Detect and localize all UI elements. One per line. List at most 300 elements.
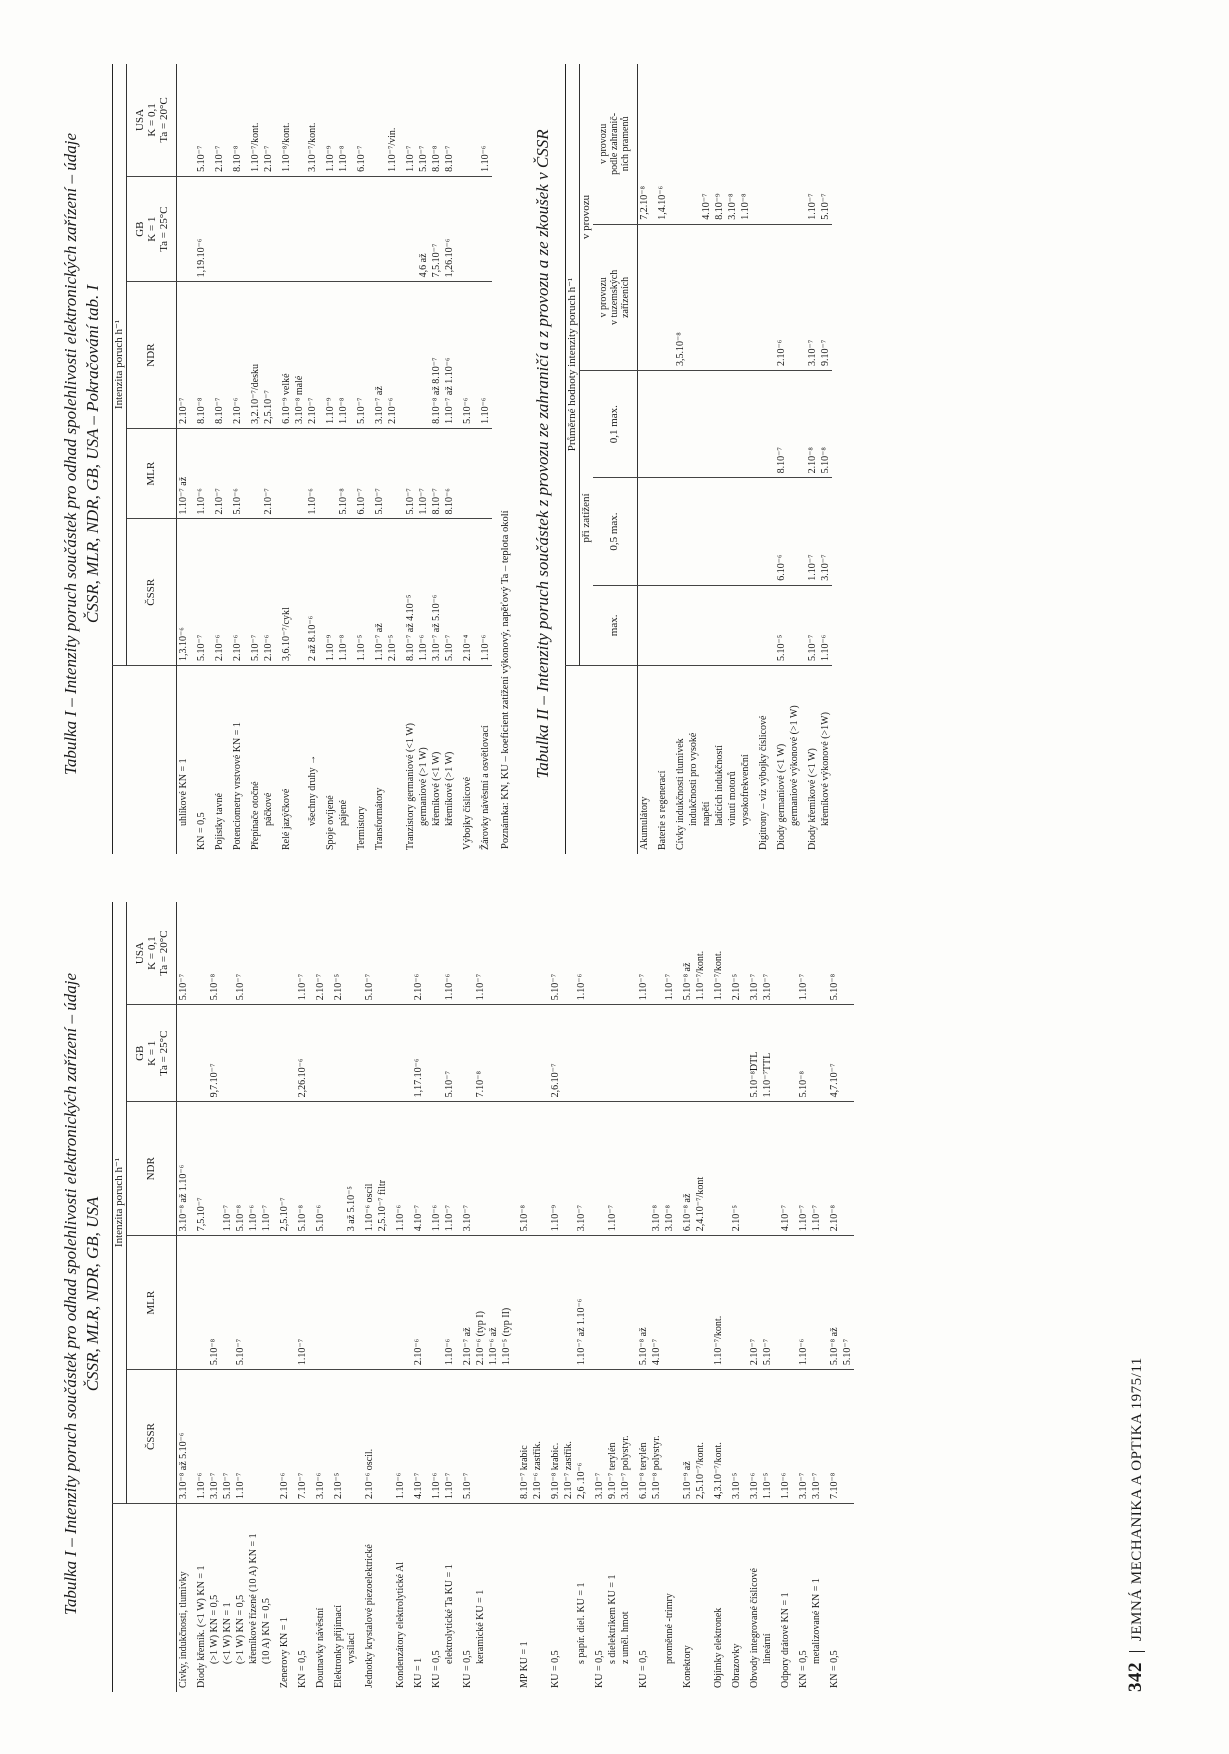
cell-value bbox=[663, 1370, 676, 1504]
row-label: KN = 0,5 bbox=[196, 812, 207, 850]
row-label: KN = 0,5 bbox=[798, 1650, 809, 1688]
cell-value bbox=[350, 176, 368, 281]
row-label: uhlíkové KN = 1 bbox=[178, 758, 189, 826]
cell-value bbox=[669, 64, 687, 224]
row-label: elektrolytické Ta KU = 1 bbox=[444, 1564, 455, 1664]
cell-value: 2.10⁻⁷ bbox=[208, 428, 226, 519]
row-label: pájené bbox=[338, 799, 349, 826]
cell-value bbox=[337, 176, 350, 281]
cell-value bbox=[234, 1005, 247, 1102]
cell-value bbox=[788, 370, 801, 477]
cell-value: 3.10⁻⁷ bbox=[801, 224, 819, 370]
row-label: Obrazovky bbox=[731, 1643, 742, 1688]
cell-value: 3,2.10⁻⁷/desku bbox=[244, 282, 262, 429]
page-footer bbox=[1125, 1357, 1147, 1692]
cell-value: 3.10⁻⁸ bbox=[663, 1102, 676, 1236]
table-row bbox=[819, 64, 832, 854]
cell-value: 2.10⁻⁶ bbox=[407, 1236, 425, 1370]
table2-col-max: max. bbox=[593, 585, 637, 665]
cell-value bbox=[788, 224, 801, 370]
row-label: KN = 0,5 bbox=[829, 1650, 840, 1688]
cell-value bbox=[770, 64, 788, 224]
table-row bbox=[588, 902, 606, 1692]
row-label: Zenerovy KN = 1 bbox=[279, 1617, 290, 1688]
cell-value bbox=[273, 1236, 291, 1370]
cell-value: 5.10⁻⁷ bbox=[443, 519, 456, 666]
cell-value: 5.10⁻⁷ bbox=[761, 1236, 774, 1370]
table-row bbox=[247, 902, 260, 1692]
row-label: Cívky, indukčnosti, tlumivky bbox=[178, 1571, 189, 1688]
cell-value bbox=[726, 478, 739, 585]
cell-value bbox=[376, 902, 389, 1005]
cell-value bbox=[700, 478, 713, 585]
table-row bbox=[275, 64, 293, 854]
cell-value: 2.10⁻⁷ bbox=[208, 64, 226, 176]
cell-value: 2.10⁻⁶ bbox=[770, 224, 788, 370]
cell-value: 1.10⁻⁷TTL bbox=[761, 1005, 774, 1102]
cell-value bbox=[694, 1236, 707, 1370]
cell-value bbox=[417, 282, 430, 429]
cell-value bbox=[319, 428, 337, 519]
cell-value bbox=[810, 1005, 823, 1102]
row-label: lineární bbox=[762, 1633, 773, 1664]
cell-value bbox=[700, 370, 713, 477]
table-row bbox=[389, 902, 407, 1692]
row-label: (10 A) KN = 0,5 bbox=[261, 1598, 272, 1664]
cell-value bbox=[739, 370, 752, 477]
cell-value bbox=[810, 902, 823, 1005]
table1b-group-header: Intenzita poruch h⁻¹ bbox=[113, 64, 127, 666]
table2-group-header: Průměrné hodnoty intenzity poruch h⁻¹ bbox=[566, 64, 580, 666]
cell-value: 2.10⁻⁶ bbox=[273, 1370, 291, 1504]
table-row bbox=[801, 64, 819, 854]
cell-value bbox=[726, 370, 739, 477]
cell-value bbox=[788, 64, 801, 224]
row-label: Spoje ovíjené bbox=[325, 795, 336, 850]
table1-col-gb: GB K = 1 Ta = 25°C bbox=[127, 1005, 177, 1102]
table-row bbox=[319, 64, 337, 854]
table2-col-domestic: v provozu v tuzemských zařízeních bbox=[593, 224, 637, 370]
cell-value bbox=[707, 1005, 725, 1102]
row-label: KU = 0,5 bbox=[594, 1650, 605, 1688]
row-label: napětí bbox=[700, 801, 712, 826]
row-label: Doutnavky návěstní bbox=[315, 1607, 326, 1688]
cell-value: 7,2.10⁻⁸ bbox=[637, 64, 651, 224]
cell-value bbox=[327, 1236, 345, 1370]
row-label bbox=[841, 1504, 854, 1693]
row-label: z uměl. hmot bbox=[620, 1611, 631, 1664]
table2-sub-load: při zatížení bbox=[580, 370, 594, 665]
cell-value: 1.10⁻⁷ bbox=[632, 902, 650, 1005]
row-label: (>1 W) KN = 0,5 bbox=[209, 1594, 220, 1664]
cell-value: 1,26.10⁻⁶ bbox=[443, 176, 456, 281]
cell-value: 1.10⁻⁶ bbox=[247, 1102, 260, 1236]
cell-value: 7,5.10⁻⁷ bbox=[190, 1102, 208, 1236]
cell-value: 2.10⁻⁶ oscil. bbox=[358, 1370, 376, 1504]
cell-value bbox=[500, 1005, 513, 1102]
cell-value bbox=[425, 1236, 443, 1370]
cell-value bbox=[739, 478, 752, 585]
table1b-col-cssr: ČSSR bbox=[127, 519, 177, 666]
table-row bbox=[651, 64, 669, 854]
cell-value: 1.10⁻⁷ bbox=[417, 428, 430, 519]
table-row bbox=[487, 902, 500, 1692]
cell-value bbox=[513, 1236, 531, 1370]
row-label bbox=[293, 666, 306, 855]
row-label: Žárovky návěstní a osvětlovací bbox=[480, 725, 491, 850]
table-row bbox=[694, 902, 707, 1692]
table-row bbox=[221, 902, 234, 1692]
cell-value: 3.10⁻⁷ bbox=[761, 902, 774, 1005]
cell-value: 5.10⁻⁷ bbox=[350, 282, 368, 429]
cell-value: 2.10⁻⁸ bbox=[823, 1102, 841, 1236]
cell-value bbox=[368, 176, 386, 281]
cell-value bbox=[487, 902, 500, 1005]
cell-value: 5.10⁻⁷ bbox=[417, 64, 430, 176]
cell-value: 3.10⁻⁷ bbox=[792, 1370, 810, 1504]
cell-value: 3,6.10⁻⁷/cykl bbox=[275, 519, 293, 666]
cell-value: 8.10⁻⁷ bbox=[208, 282, 226, 429]
table-row bbox=[386, 64, 399, 854]
cell-value: 1.10⁻⁹ bbox=[319, 64, 337, 176]
cell-value bbox=[309, 1236, 327, 1370]
table-row bbox=[177, 902, 191, 1692]
cell-value bbox=[788, 585, 801, 665]
table-row bbox=[456, 64, 474, 854]
table-row bbox=[474, 64, 492, 854]
cell-value: 1.10⁻⁶ bbox=[474, 282, 492, 429]
row-label: KU = 0,5 bbox=[431, 1650, 442, 1688]
table-row bbox=[327, 902, 345, 1692]
cell-value bbox=[399, 176, 417, 281]
cell-value: 1.10⁻⁶ bbox=[774, 1370, 792, 1504]
row-label bbox=[650, 1504, 663, 1693]
cell-value bbox=[637, 224, 651, 370]
cell-value: 3.10⁻⁷ bbox=[810, 1370, 823, 1504]
cell-value bbox=[247, 1005, 260, 1102]
cell-value: 1.10⁻⁸ bbox=[739, 64, 752, 224]
cell-value: 1,3.10⁻⁶ bbox=[177, 519, 191, 666]
row-label: Konektory bbox=[682, 1645, 693, 1688]
cell-value bbox=[345, 902, 358, 1005]
cell-value: 2.10⁻⁷ bbox=[262, 64, 275, 176]
cell-value bbox=[669, 478, 687, 585]
row-label: KU = 1 bbox=[413, 1657, 424, 1688]
table-row bbox=[743, 902, 761, 1692]
row-label: Obvody integrované číslicové bbox=[749, 1568, 760, 1688]
cell-value bbox=[190, 1005, 208, 1102]
cell-value: 5.10⁻⁹ až bbox=[676, 1370, 694, 1504]
cell-value bbox=[247, 1236, 260, 1370]
cell-value bbox=[752, 478, 770, 585]
cell-value: 2,5.10⁻⁷/kont. bbox=[694, 1370, 707, 1504]
cell-value bbox=[841, 1370, 854, 1504]
cell-value bbox=[544, 1236, 562, 1370]
table1-caption-line1: Tabulka I – Intenzity poruch součástek pro odhad spolehlivosti elektronických zařízení – údaje bbox=[61, 972, 80, 1616]
cell-value bbox=[389, 1236, 407, 1370]
cell-value bbox=[562, 902, 575, 1005]
cell-value bbox=[637, 478, 651, 585]
cell-value bbox=[810, 1236, 823, 1370]
cell-value bbox=[513, 1005, 531, 1102]
cell-value bbox=[221, 902, 234, 1005]
cell-value bbox=[841, 1005, 854, 1102]
cell-value bbox=[619, 1005, 632, 1102]
cell-value bbox=[386, 176, 399, 281]
cell-value: 3.10⁻⁷ bbox=[588, 1370, 606, 1504]
cell-value bbox=[774, 902, 792, 1005]
cell-value bbox=[260, 1005, 273, 1102]
cell-value: 7.10⁻⁸ bbox=[823, 1370, 841, 1504]
table-row bbox=[823, 902, 841, 1692]
cell-value bbox=[663, 1236, 676, 1370]
cell-value: 2,4.10⁻⁷/kont bbox=[694, 1102, 707, 1236]
cell-value: 5.10⁻⁷ bbox=[841, 1236, 854, 1370]
table-row bbox=[788, 64, 801, 854]
cell-value bbox=[687, 224, 700, 370]
cell-value: 2,6 .10⁻⁶ bbox=[575, 1370, 588, 1504]
table1-caption-line2: ČSSR, MLR, NDR, GB, USA bbox=[83, 1196, 102, 1392]
cell-value: 1.10⁻⁶ bbox=[474, 519, 492, 666]
table-row bbox=[262, 64, 275, 854]
cell-value bbox=[726, 585, 739, 665]
cell-value: 1.10⁻⁶ bbox=[190, 1370, 208, 1504]
cell-value: 2.10⁻⁷ až bbox=[456, 1236, 474, 1370]
cell-value bbox=[588, 1102, 606, 1236]
cell-value bbox=[247, 1370, 260, 1504]
cell-value: 1.10⁻⁶ bbox=[443, 902, 456, 1005]
row-label: metalizované KN = 1 bbox=[811, 1578, 822, 1664]
cell-value bbox=[700, 224, 713, 370]
cell-value: 1.10⁻⁷ až 1.10⁻⁶ bbox=[443, 282, 456, 429]
cell-value bbox=[651, 585, 669, 665]
table-row bbox=[544, 902, 562, 1692]
row-label: Diody křemíkové (<1 W) bbox=[806, 748, 818, 850]
cell-value bbox=[487, 1370, 500, 1504]
cell-value bbox=[713, 370, 726, 477]
table1b-col-mlr: MLR bbox=[127, 428, 177, 519]
cell-value bbox=[309, 1005, 327, 1102]
cell-value: 5.10⁻⁸ až bbox=[823, 1236, 841, 1370]
cell-value bbox=[474, 1102, 487, 1236]
table-row bbox=[531, 902, 544, 1692]
cell-value: 1,17.10⁻⁶ bbox=[407, 1005, 425, 1102]
table1-col-ndr: NDR bbox=[127, 1102, 177, 1236]
cell-value bbox=[177, 176, 191, 281]
row-label: Termistory bbox=[356, 806, 367, 850]
cell-value: 7.10⁻⁸ bbox=[474, 1005, 487, 1102]
row-label: ladících indukčností bbox=[713, 745, 725, 826]
table-row bbox=[792, 902, 810, 1692]
cell-value bbox=[319, 176, 337, 281]
cell-value: 1.10⁻⁶ bbox=[306, 428, 319, 519]
table-row bbox=[500, 902, 513, 1692]
cell-value: 1.10⁻⁷ bbox=[801, 64, 819, 224]
cell-value: 2.10⁻⁵ bbox=[327, 1370, 345, 1504]
cell-value bbox=[456, 902, 474, 1005]
row-label: páčkové bbox=[263, 792, 274, 826]
cell-value bbox=[606, 1236, 619, 1370]
cell-value bbox=[190, 902, 208, 1005]
cell-value bbox=[273, 1005, 291, 1102]
cell-value: 1.10⁻⁶ oscil bbox=[358, 1102, 376, 1236]
cell-value: 1.10⁻⁷ až bbox=[177, 428, 191, 519]
table-row bbox=[650, 902, 663, 1692]
row-label: vysokofrekvenční bbox=[739, 754, 751, 826]
cell-value: 7.10⁻⁷ bbox=[291, 1370, 309, 1504]
table1b-caption-line2: ČSSR, MLR, NDR, GB, USA – Pokračování tab. I bbox=[83, 284, 102, 624]
cell-value bbox=[389, 902, 407, 1005]
cell-value bbox=[531, 1236, 544, 1370]
cell-value: 8.10⁻⁷ krabic bbox=[513, 1370, 531, 1504]
cell-value bbox=[456, 64, 474, 176]
table-row bbox=[770, 64, 788, 854]
cell-value: 5.10⁻⁷ bbox=[443, 1005, 456, 1102]
cell-value bbox=[275, 176, 293, 281]
table1-col-usa: USA K = 0,1 Ta = 20°C bbox=[127, 902, 177, 1005]
table2-col-tenth: 0,1 max. bbox=[593, 370, 637, 477]
cell-value bbox=[743, 1102, 761, 1236]
cell-value bbox=[669, 370, 687, 477]
cell-value: 2.10⁻⁶ bbox=[386, 282, 399, 429]
table-row bbox=[726, 64, 739, 854]
table1-col-cssr: ČSSR bbox=[127, 1370, 177, 1504]
cell-value: 1.10⁻⁷ bbox=[443, 1102, 456, 1236]
cell-value: 1.10⁻⁵ (typ II) bbox=[500, 1236, 513, 1370]
table-row bbox=[619, 902, 632, 1692]
cell-value bbox=[487, 1005, 500, 1102]
cell-value: 8.10⁻⁷ bbox=[443, 64, 456, 176]
row-label: Potenciometry vrstvové KN = 1 bbox=[232, 722, 243, 850]
cell-value: 1.10⁻⁷ až bbox=[368, 519, 386, 666]
cell-value: 1.10⁻⁷ až 1.10⁻⁶ bbox=[575, 1236, 588, 1370]
cell-value bbox=[687, 585, 700, 665]
cell-value bbox=[399, 282, 417, 429]
table-row bbox=[725, 902, 743, 1692]
cell-value: 1.10⁻⁷ bbox=[606, 1102, 619, 1236]
row-label: proměnné -trimry bbox=[664, 1593, 675, 1664]
cell-value: 1.10⁻⁷/kont. bbox=[244, 64, 262, 176]
cell-value: 3.10⁻⁷ bbox=[208, 1370, 221, 1504]
cell-value: 6.10⁻⁸ terylén bbox=[632, 1370, 650, 1504]
cell-value bbox=[376, 1370, 389, 1504]
cell-value bbox=[474, 428, 492, 519]
cell-value: 3.10⁻⁷ polystyr. bbox=[619, 1370, 632, 1504]
row-label: křemíkové (<1 W) bbox=[431, 751, 442, 826]
cell-value bbox=[474, 176, 492, 281]
cell-value: 8.10⁻⁸ bbox=[190, 282, 208, 429]
cell-value: 6.10⁻⁹ velké bbox=[275, 282, 293, 429]
cell-value: 2,5.10⁻⁷ bbox=[262, 282, 275, 429]
table-row bbox=[337, 64, 350, 854]
cell-value bbox=[739, 585, 752, 665]
table1b-col-gb: GB K = 1 Ta = 25°C bbox=[127, 176, 177, 281]
cell-value bbox=[273, 902, 291, 1005]
table-row bbox=[669, 64, 687, 854]
cell-value: 2.10⁻⁷ bbox=[309, 902, 327, 1005]
cell-value bbox=[562, 1102, 575, 1236]
cell-value bbox=[208, 1102, 221, 1236]
cell-value bbox=[368, 64, 386, 176]
cell-value bbox=[619, 1102, 632, 1236]
cell-value: 1.10⁻⁷ bbox=[792, 902, 810, 1005]
cell-value bbox=[725, 1005, 743, 1102]
cell-value: 5.10⁻⁷ bbox=[358, 902, 376, 1005]
cell-value bbox=[345, 1005, 358, 1102]
cell-value: 8.10⁻⁷ až 4.10⁻⁵ bbox=[399, 519, 417, 666]
cell-value: 3.10⁻⁷ až 5.10⁻⁶ bbox=[430, 519, 443, 666]
cell-value: 5.10⁻⁸ bbox=[513, 1102, 531, 1236]
cell-value: 2.10⁻⁷ bbox=[306, 282, 319, 429]
table-row bbox=[358, 902, 376, 1692]
cell-value: 1.10⁻⁹ bbox=[319, 519, 337, 666]
cell-value: 1.10⁻⁷ bbox=[291, 1236, 309, 1370]
cell-value bbox=[293, 428, 306, 519]
cell-value: 9,7.10⁻⁷ bbox=[208, 1005, 221, 1102]
cell-value bbox=[513, 902, 531, 1005]
cell-value: 4.10⁻⁷ bbox=[407, 1370, 425, 1504]
cell-value: 3.10⁻⁸ až 1.10⁻⁶ bbox=[177, 1102, 191, 1236]
cell-value bbox=[562, 1005, 575, 1102]
cell-value: 1.10⁻⁷ bbox=[443, 1370, 456, 1504]
cell-value: 3.10⁻⁶ bbox=[743, 1370, 761, 1504]
cell-value bbox=[177, 1236, 191, 1370]
cell-value bbox=[774, 1236, 792, 1370]
cell-value: 5.10⁻⁷ bbox=[234, 902, 247, 1005]
cell-value: 6.10⁻⁷ bbox=[350, 428, 368, 519]
cell-value bbox=[226, 176, 244, 281]
cell-value bbox=[562, 1236, 575, 1370]
row-label: vysílací bbox=[346, 1632, 357, 1664]
cell-value bbox=[177, 64, 191, 176]
cell-value bbox=[306, 176, 319, 281]
cell-value: 5.10⁻⁸ bbox=[234, 1102, 247, 1236]
cell-value: 9.10⁻⁸ krabic. bbox=[544, 1370, 562, 1504]
table-row bbox=[676, 902, 694, 1692]
row-label bbox=[376, 1504, 389, 1693]
cell-value: 1.10⁻⁶ bbox=[389, 1370, 407, 1504]
row-label: Diody germaniové (<1 W) bbox=[775, 743, 787, 850]
cell-value: 1.10⁻⁶ bbox=[190, 428, 208, 519]
row-label: KU = 0,5 bbox=[638, 1650, 649, 1688]
cell-value: 2.10⁻⁶ bbox=[407, 902, 425, 1005]
table-row bbox=[177, 64, 191, 854]
cell-value: 8.10⁻⁸ bbox=[430, 64, 443, 176]
cell-value: 1.10⁻⁷ bbox=[801, 478, 819, 585]
cell-value bbox=[531, 1005, 544, 1102]
cell-value: 1.10⁻⁷ bbox=[260, 1102, 273, 1236]
row-label: germaniové výkonové (>1 W) bbox=[788, 705, 800, 826]
cell-value: 5.10⁻⁸ až bbox=[676, 902, 694, 1005]
table-row bbox=[575, 902, 588, 1692]
cell-value bbox=[774, 1005, 792, 1102]
cell-value: 2 až 8.10⁻⁶ bbox=[306, 519, 319, 666]
cell-value: 1.10⁻⁷/vin. bbox=[386, 64, 399, 176]
cell-value: 2,26.10⁻⁶ bbox=[291, 1005, 309, 1102]
cell-value: 1.10⁻⁶ bbox=[425, 1102, 443, 1236]
table-row bbox=[752, 64, 770, 854]
table-row bbox=[244, 64, 262, 854]
cell-value bbox=[725, 1236, 743, 1370]
cell-value: 8.10⁻⁷ bbox=[770, 370, 788, 477]
table1-group-header: Intenzita poruch h⁻¹ bbox=[113, 902, 127, 1504]
row-label: Kondenzátory elektrolytické Al bbox=[395, 1561, 406, 1688]
row-label: vinutí motorů bbox=[726, 771, 738, 826]
cell-value bbox=[663, 1005, 676, 1102]
cell-value: 5.10⁻⁷ bbox=[190, 64, 208, 176]
row-label bbox=[562, 1504, 575, 1693]
table2-sub-operation: v provozu bbox=[580, 64, 594, 370]
